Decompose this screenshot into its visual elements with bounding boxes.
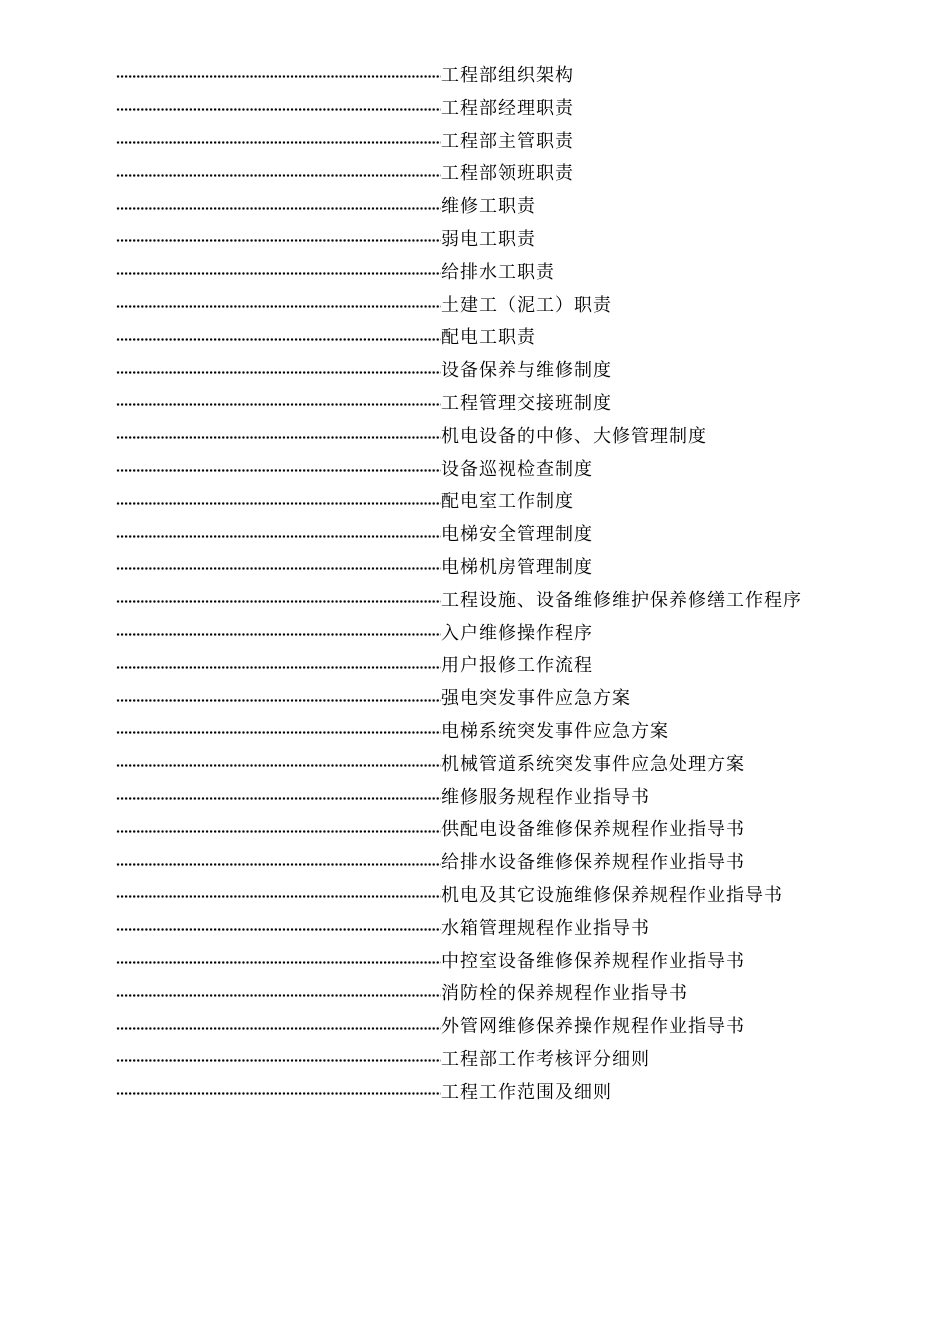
toc-entry-title: 工程设施、设备维修维护保养修缮工作程序 xyxy=(441,589,802,611)
dot-leader xyxy=(116,403,441,406)
toc-entry-title: 给排水工职责 xyxy=(441,261,555,283)
dot-leader xyxy=(116,141,441,144)
toc-entry xyxy=(0,880,950,913)
dot-leader xyxy=(116,797,441,800)
dot-leader xyxy=(116,338,441,341)
dot-leader xyxy=(116,830,441,833)
toc-entry xyxy=(0,454,950,487)
toc-entry-title: 电梯机房管理制度 xyxy=(441,556,593,578)
toc-entry xyxy=(0,355,950,388)
toc-entry xyxy=(0,388,950,421)
dot-leader xyxy=(116,928,441,931)
toc-entry-title: 工程部主管职责 xyxy=(441,130,574,152)
toc-entry-title: 机电及其它设施维修保养规程作业指导书 xyxy=(441,884,783,906)
dot-leader xyxy=(116,436,441,439)
toc-entry-title: 弱电工职责 xyxy=(441,228,536,250)
dot-leader xyxy=(116,108,441,111)
toc-entry xyxy=(0,978,950,1011)
toc-entry-title: 工程部领班职责 xyxy=(441,163,574,185)
toc-entry xyxy=(0,913,950,946)
dot-leader xyxy=(116,1027,441,1030)
toc-entry xyxy=(0,60,950,93)
dot-leader xyxy=(116,699,441,702)
toc-entry-title: 入户维修操作程序 xyxy=(441,622,593,644)
toc-entry xyxy=(0,585,950,618)
dot-leader xyxy=(116,895,441,898)
toc-entry xyxy=(0,224,950,257)
toc-entry-title: 维修服务规程作业指导书 xyxy=(441,786,650,808)
toc-entry-title: 工程部经理职责 xyxy=(441,97,574,119)
toc-entry xyxy=(0,93,950,126)
dot-leader xyxy=(116,764,441,767)
toc-entry xyxy=(0,1044,950,1077)
dot-leader xyxy=(116,239,441,242)
toc-entry-title: 维修工职责 xyxy=(441,196,536,218)
toc-entry-title: 机械管道系统突发事件应急处理方案 xyxy=(441,753,745,775)
dot-leader xyxy=(116,371,441,374)
toc-entry xyxy=(0,716,950,749)
toc-entry-title: 电梯系统突发事件应急方案 xyxy=(441,720,669,742)
toc-entry xyxy=(0,847,950,880)
toc-entry xyxy=(0,126,950,159)
toc-entry-title: 配电工职责 xyxy=(441,327,536,349)
dot-leader xyxy=(116,567,441,570)
toc-entry xyxy=(0,650,950,683)
dot-leader xyxy=(116,174,441,177)
dot-leader xyxy=(116,1059,441,1062)
dot-leader xyxy=(116,1092,441,1095)
toc-entry xyxy=(0,618,950,651)
dot-leader xyxy=(116,502,441,505)
dot-leader xyxy=(116,207,441,210)
dot-leader xyxy=(116,731,441,734)
toc-entry xyxy=(0,1011,950,1044)
toc-entry-title: 消防栓的保养规程作业指导书 xyxy=(441,983,688,1005)
dot-leader xyxy=(116,863,441,866)
toc-entry xyxy=(0,257,950,290)
dot-leader xyxy=(116,961,441,964)
dot-leader xyxy=(116,305,441,308)
dot-leader xyxy=(116,75,441,78)
toc-entry xyxy=(0,322,950,355)
dot-leader xyxy=(116,666,441,669)
toc-entry xyxy=(0,683,950,716)
toc-entry xyxy=(0,552,950,585)
toc-entry-title: 工程工作范围及细则 xyxy=(441,1081,612,1103)
toc-entry-title: 工程管理交接班制度 xyxy=(441,392,612,414)
toc-entry xyxy=(0,290,950,323)
toc-entry xyxy=(0,814,950,847)
dot-leader xyxy=(116,469,441,472)
dot-leader xyxy=(116,272,441,275)
toc-entry-title: 配电室工作制度 xyxy=(441,491,574,513)
toc-entry-title: 机电设备的中修、大修管理制度 xyxy=(441,425,707,447)
toc-entry-title: 土建工（泥工）职责 xyxy=(441,294,612,316)
toc-entry xyxy=(0,158,950,191)
table-of-contents xyxy=(0,60,950,1110)
toc-entry-title: 外管网维修保养操作规程作业指导书 xyxy=(441,1016,745,1038)
toc-entry-title: 给排水设备维修保养规程作业指导书 xyxy=(441,852,745,874)
dot-leader xyxy=(116,994,441,997)
toc-entry xyxy=(0,946,950,979)
toc-entry-title: 设备巡视检查制度 xyxy=(441,458,593,480)
toc-entry-title: 工程部组织架构 xyxy=(441,65,574,86)
toc-entry xyxy=(0,1077,950,1110)
dot-leader xyxy=(116,633,441,636)
toc-entry-title: 工程部工作考核评分细则 xyxy=(441,1048,650,1070)
toc-entry-title: 供配电设备维修保养规程作业指导书 xyxy=(441,819,745,841)
toc-entry xyxy=(0,421,950,454)
toc-entry xyxy=(0,519,950,552)
toc-entry xyxy=(0,191,950,224)
toc-entry xyxy=(0,486,950,519)
toc-entry xyxy=(0,782,950,815)
toc-entry-title: 用户报修工作流程 xyxy=(441,655,593,677)
toc-entry-title: 强电突发事件应急方案 xyxy=(441,688,631,710)
toc-entry-title: 中控室设备维修保养规程作业指导书 xyxy=(441,950,745,972)
toc-entry xyxy=(0,749,950,782)
dot-leader xyxy=(116,600,441,603)
toc-entry-title: 设备保养与维修制度 xyxy=(441,360,612,382)
toc-entry-title: 电梯安全管理制度 xyxy=(441,524,593,546)
dot-leader xyxy=(116,535,441,538)
toc-entry-title: 水箱管理规程作业指导书 xyxy=(441,917,650,939)
